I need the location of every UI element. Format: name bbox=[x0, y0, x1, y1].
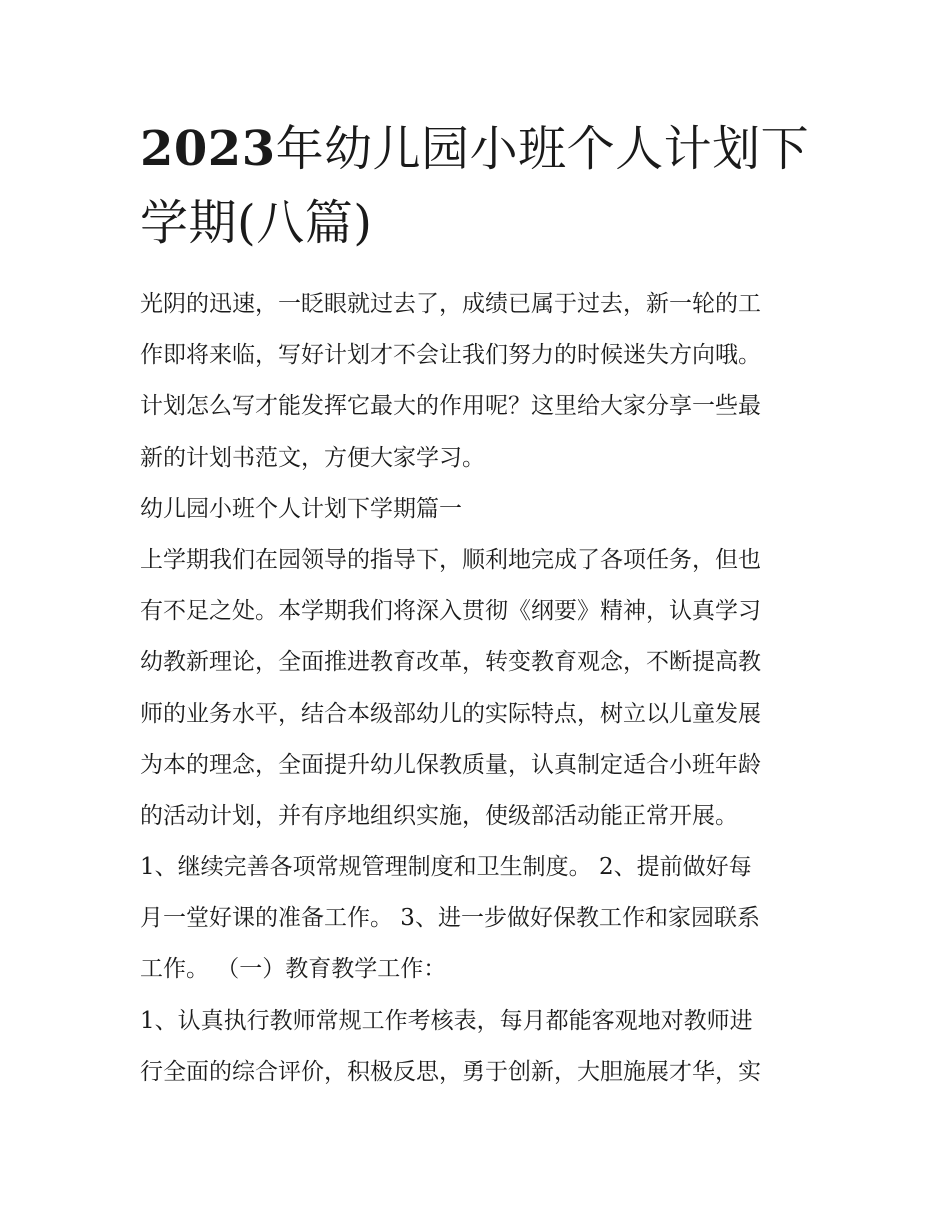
list-line-1: 1、继续完善各项常规管理制度和卫生制度。 2、提前做好每 bbox=[140, 854, 752, 881]
intro-line-2: 作即将来临，写好计划才不会让我们努力的时候迷失方向哦。 bbox=[140, 342, 761, 369]
list-line-4: 1、认真执行教师常规工作考核表，每月都能客观地对教师进 bbox=[140, 1007, 753, 1034]
title-text-1: 年幼儿园小班个人计划下 bbox=[275, 121, 810, 177]
title-line-2: 学期(八篇) bbox=[140, 195, 373, 251]
list-line-2: 月一堂好课的准备工作。 3、进一步做好保教工作和家园联系 bbox=[140, 905, 760, 932]
paragraph-line-3: 幼教新理论，全面推进教育改革，转变教育观念，不断提高教 bbox=[140, 649, 761, 676]
intro-line-3: 计划怎么写才能发挥它最大的作用呢？这里给大家分享一些最 bbox=[140, 393, 761, 420]
title-year: 2023 bbox=[140, 121, 276, 177]
paragraph-line-5: 为本的理念，全面提升幼儿保教质量，认真制定适合小班年龄 bbox=[140, 751, 761, 778]
document-title bbox=[140, 112, 820, 260]
paragraph-line-1: 上学期我们在园领导的指导下，顺利地完成了各项任务，但也 bbox=[140, 546, 761, 573]
section-heading: 幼儿园小班个人计划下学期篇一 bbox=[140, 495, 462, 522]
document-body bbox=[140, 279, 820, 1098]
title-line-1 bbox=[140, 112, 820, 186]
list-line-5: 行全面的综合评价，积极反思，勇于创新，大胆施展才华，实 bbox=[140, 1058, 761, 1085]
paragraph-line-2: 有不足之处。本学期我们将深入贯彻《纲要》精神，认真学习 bbox=[140, 598, 761, 625]
intro-line-1: 光阴的迅速，一眨眼就过去了，成绩已属于过去，新一轮的工 bbox=[140, 291, 761, 317]
list-line-3: 工作。 （一）教育教学工作： bbox=[140, 956, 447, 983]
intro-line-4: 新的计划书范文，方便大家学习。 bbox=[140, 444, 485, 471]
paragraph-line-6: 的活动计划，并有序地组织实施，使级部活动能正常开展。 bbox=[140, 802, 738, 829]
paragraph-line-4: 师的业务水平，结合本级部幼儿的实际特点，树立以儿童发展 bbox=[140, 700, 761, 727]
